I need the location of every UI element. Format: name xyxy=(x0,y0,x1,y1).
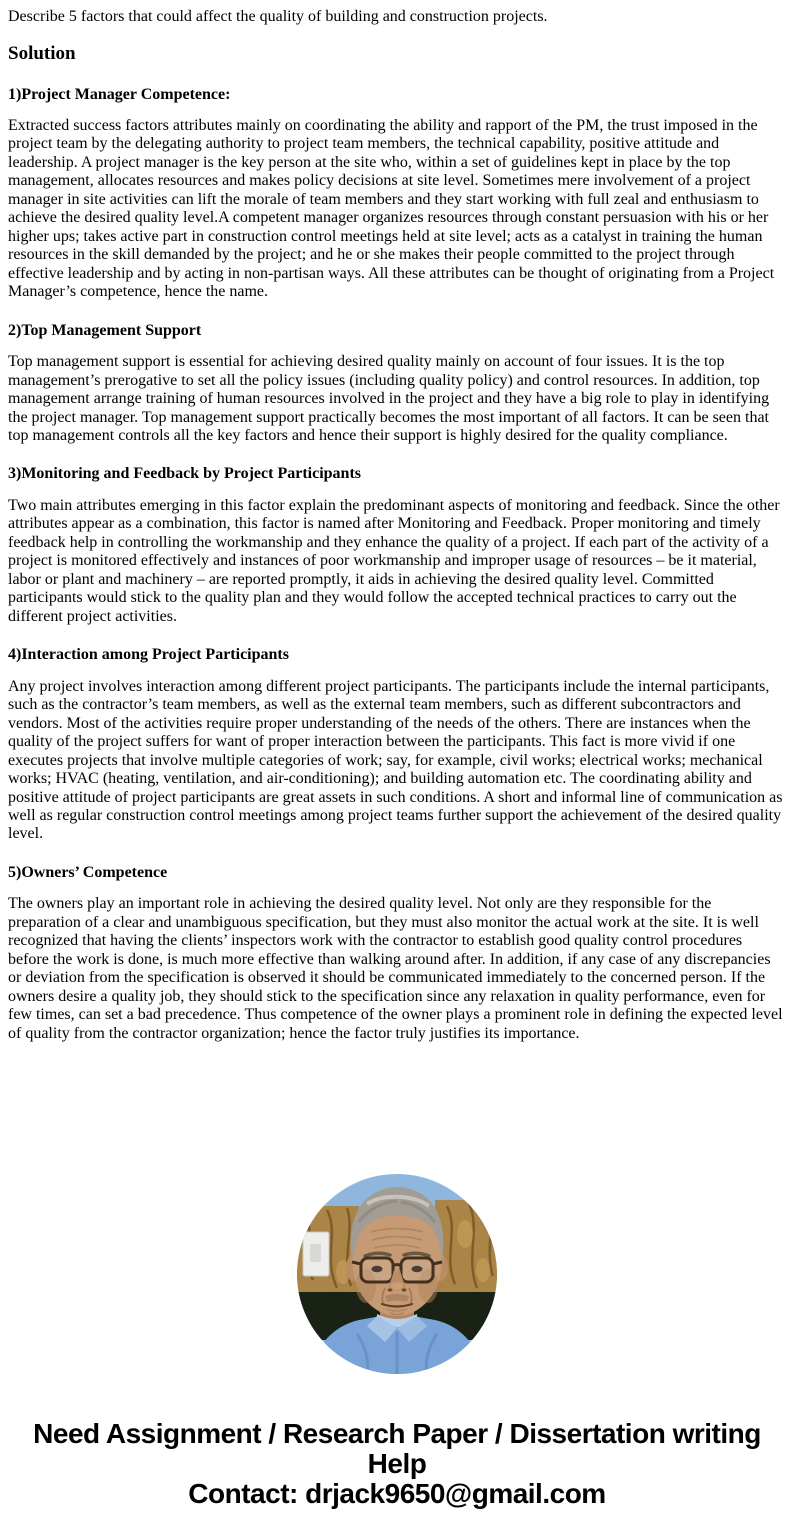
section-body: Two main attributes emerging in this factor explain the predominant aspects of monitoring and feedback. Since the other attributes appear as a combination, this factor is named after Monitoring and Feedback. Proper monitoring and timely feedback help in controlling the workmanship and they enhance the quality of a project. If each part of the activity of a project is monitored effectively and instances of poor workmanship and improper usage of resources – be it material, labor or plant and machinery – are reported promptly, it aids in achieving the desired quality level. Committed participants would stick to the quality plan and they would follow the accepted technical practices to carry out the different project activities. xyxy=(8,496,780,625)
section-top-management-support xyxy=(8,322,786,446)
footer-help-text: Need Assignment / Research Paper / Dissertation writing Help xyxy=(33,1418,761,1480)
footer-banner xyxy=(8,1419,786,1509)
section-heading: 4)Interaction among Project Participants xyxy=(8,646,289,664)
portrait-illustration xyxy=(297,1174,497,1374)
document-page xyxy=(8,8,786,1509)
section-body: Extracted success factors attributes mainly on coordinating the ability and rapport of the PM, the trust imposed in the project team by the delegating authority to project team members, the technical capability, positive attitude and leadership. A project manager is the key person at the site who, within a set of guidelines kept in place by the top management, allocates resources and makes policy decisions at site level. Sometimes mere involvement of a project manager in site activities can lift the morale of team members and they start working with full zeal and enthusiasm to achieve the desired quality level.A competent manager organizes resources through constant persuasion with his or her higher ups; takes active part in construction control meetings held at site level; acts as a catalyst in training the human resources in the skill demanded by the project; and he or she makes their people committed to the project through effective leadership and by acting in non-partisan ways. All these attributes can be thought of originating from a Project Manager’s competence, hence the name. xyxy=(8,116,775,301)
section-heading: 2)Top Management Support xyxy=(8,321,202,339)
section-interaction-among-participants xyxy=(8,646,786,844)
section-heading: 5)Owners’ Competence xyxy=(8,863,168,881)
light-switch xyxy=(303,1232,329,1276)
section-owners-competence xyxy=(8,864,786,1043)
section-body: Top management support is essential for achieving desired quality mainly on account of four issues. It is the top management’s prerogative to set all the policy issues (including quality policy) and control resources. In addition, top management arrange training of human resources involved in the project and they have a big role to play in identifying the project manager. Top management support practically becomes the most important of all factors. It can be seen that top management controls all the key factors and hence their support is highly desired for the quality compliance. xyxy=(8,353,770,444)
solution-heading: Solution xyxy=(8,43,76,65)
footer-contact-text: Contact: drjack9650@gmail.com xyxy=(188,1478,606,1510)
marble-panel-right xyxy=(435,1200,497,1306)
section-body: The owners play an important role in achieving the desired quality level. Not only are they responsible for the preparation of a clear and unambiguous specification, but they must also monitor the actual work at the site. It is well recognized that having the clients’ inspectors work with the contractor to establish good quality control procedures before the work is done, is much more effective than walking around after. In addition, if any case of any discrepancies or deviation from the specification is observed it should be communicated immediately to the concerned person. If the owners desire a quality job, they should stick to the specification since any relaxation in quality performance, even for few times, can set a bad precedence. Thus competence of the owner plays a prominent role in defining the expected level of quality from the contractor organization; hence the factor truly justifies its importance. xyxy=(8,895,783,1042)
section-heading: 1)Project Manager Competence: xyxy=(8,85,231,103)
portrait-photo xyxy=(297,1174,497,1374)
section-project-manager-competence xyxy=(8,86,786,302)
question-text: Describe 5 factors that could affect the quality of building and construction projects. xyxy=(8,8,548,25)
section-monitoring-and-feedback xyxy=(8,465,786,626)
section-heading: 3)Monitoring and Feedback by Project Participants xyxy=(8,465,362,483)
section-body: Any project involves interaction among different project participants. The participants include the internal participants, such as the contractor’s team members, as well as the external team members, such as different subcontractors and vendors. Most of the activities require proper understanding of the needs of the others. There are instances when the quality of the project suffers for want of proper interaction between the participants. This fact is more vivid if one executes projects that involve multiple categories of work; say, for example, civil works; electrical works; mechanical works; HVAC (heating, ventilation, and air-conditioning); and building automation etc. The coordinating ability and positive attitude of project participants are great assets in such conditions. A short and informal line of communication as well as regular construction control meetings among project teams further support the achievement of the desired quality level. xyxy=(8,677,783,843)
